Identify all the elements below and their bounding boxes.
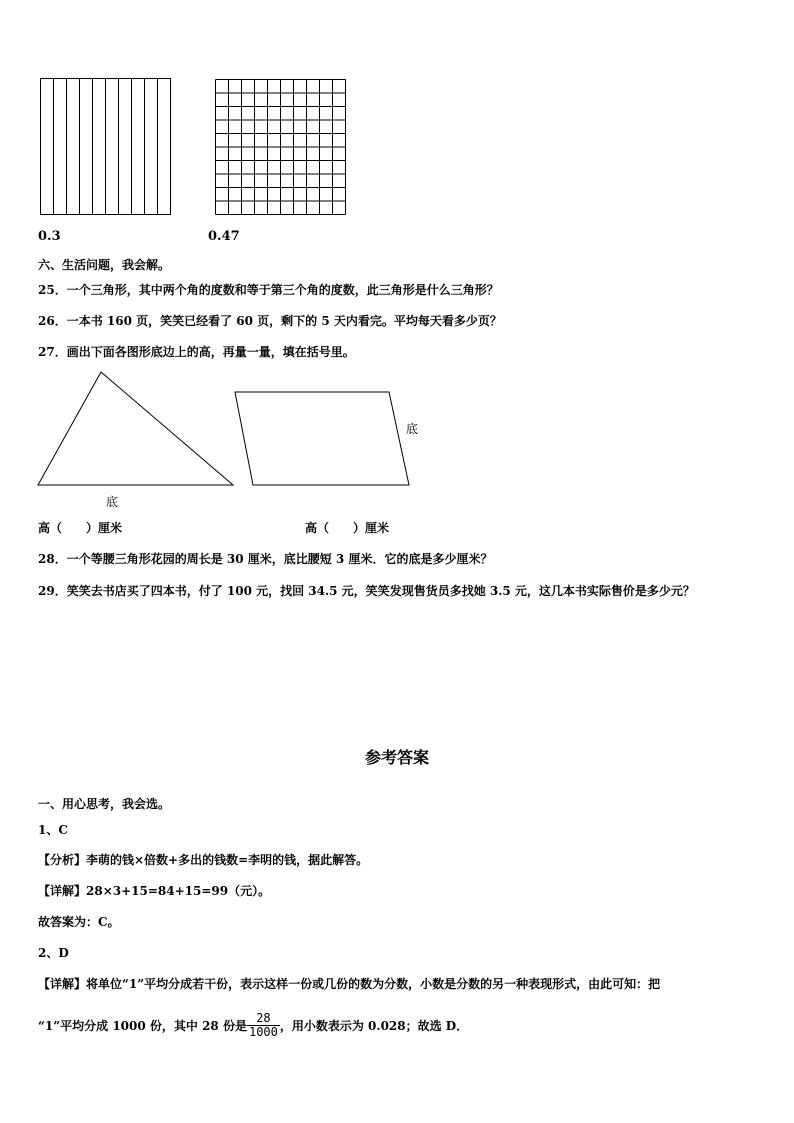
section6-heading: 六、生活问题，我会解。 [38,258,171,272]
parallelogram-base-label: 底 [406,422,419,436]
question-28: 28．一个等腰三角形花园的周长是 30 厘米，底比腰短 3 厘米．它的底是多少厘米？ [38,552,493,566]
answer-2-number: 2、D [38,946,69,960]
fraction-denominator: 1000 [248,1025,278,1039]
question-26: 26．一本书 160 页，笑笑已经看了 60 页，剩下的 5 天内看完。平均每天看多少页？ [38,314,502,328]
answer-2-line2-pre: “1”平均分成 1000 份，其中 28 份是 [38,1018,247,1033]
answer-1-number: 1、C [38,823,68,837]
answers-title: 参考答案 [364,748,429,767]
triangle-shape [38,372,233,485]
parallelogram-shape [235,392,409,485]
answer-2-detail-line2 [38,1012,468,1039]
answer-1-conclusion: 故答案为：C。 [38,915,120,929]
question-25: 25．一个三角形，其中两个角的度数和等于第三个角的度数，此三角形是什么三角形？ [38,283,499,297]
height-answer-left: 高（ ）厘米 [38,521,123,535]
answer-2-line2-post: ，用小数表示为 0.028；故选 D． [279,1018,469,1033]
triangle-base-label: 底 [106,495,119,509]
fraction-numerator: 28 [247,1012,280,1026]
answer-2-detail-line1: 【详解】将单位“1”平均分成若干份，表示这样一份或几份的数为分数，小数是分数的另一种表现形式，由此可知：把 [38,977,661,991]
answer-1-detail: 【详解】28×3+15=84+15=99（元）。 [38,884,271,898]
question-27: 27．画出下面各图形底边上的高，再量一量，填在括号里。 [38,345,355,359]
grid-label: 0.47 [208,229,240,244]
fraction [247,1012,280,1039]
answers-section1: 一、用心思考，我会选。 [38,797,171,811]
height-answer-right: 高（ ）厘米 [305,521,390,535]
question-29: 29．笑笑去书店买了四本书，付了 100 元，找回 34.5 元，笑笑发现售货员多找她 3.5 元，这几本书实际售价是多少元？ [38,584,695,598]
stripes-label: 0.3 [38,229,61,244]
answer-1-analysis: 【分析】李萌的钱×倍数+多出的钱数=李明的钱，据此解答。 [38,853,369,867]
